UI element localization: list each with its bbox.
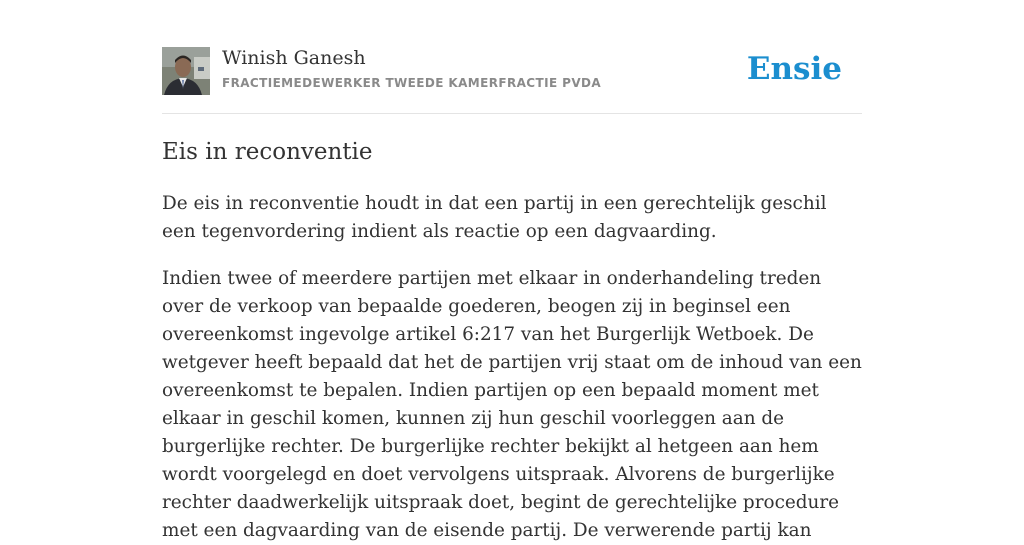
header-divider bbox=[162, 113, 862, 114]
author-header bbox=[162, 46, 862, 96]
author-name[interactable]: Winish Ganesh bbox=[222, 47, 366, 69]
article-title: Eis in reconventie bbox=[162, 139, 373, 165]
author-avatar[interactable] bbox=[162, 47, 210, 95]
article-body bbox=[162, 137, 862, 545]
brand-logo[interactable]: Ensie bbox=[746, 51, 842, 87]
person-photo-icon bbox=[162, 47, 210, 95]
author-role: FRACTIEMEDEWERKER TWEEDE KAMERFRACTIE PVDA bbox=[222, 76, 602, 90]
article-paragraph: De eis in reconventie houdt in dat een partij in een gerechtelijk geschil een tegenvordering indient als reactie op een dagvaarding. bbox=[162, 193, 827, 242]
article-paragraph: Indien twee of meerdere partijen met elkaar in onderhandeling treden over de verkoop van bepaalde goederen, beogen zij in beginsel een overeenkomst ingevolge artikel 6:217 van het Burgerlijk Wetboek. De wetgever heeft bepaald dat het de partijen vrij staat om de inhoud van een overeenkomst te bepalen. Indien partijen op een bepaald moment met elkaar in geschil komen, kunnen zij hun geschil voorleggen aan de burgerlijke rechter. De burgerlijke rechter bekijkt al hetgeen aan hem wordt voorgelegd en doet vervolgens uitspraak. Alvorens de burgerlijke rechter daadwerkelijk uitspraak doet, begint de gerechtelijke procedure met een dagvaarding van de eisende partij. De verwerende partij kan bbox=[162, 268, 862, 541]
